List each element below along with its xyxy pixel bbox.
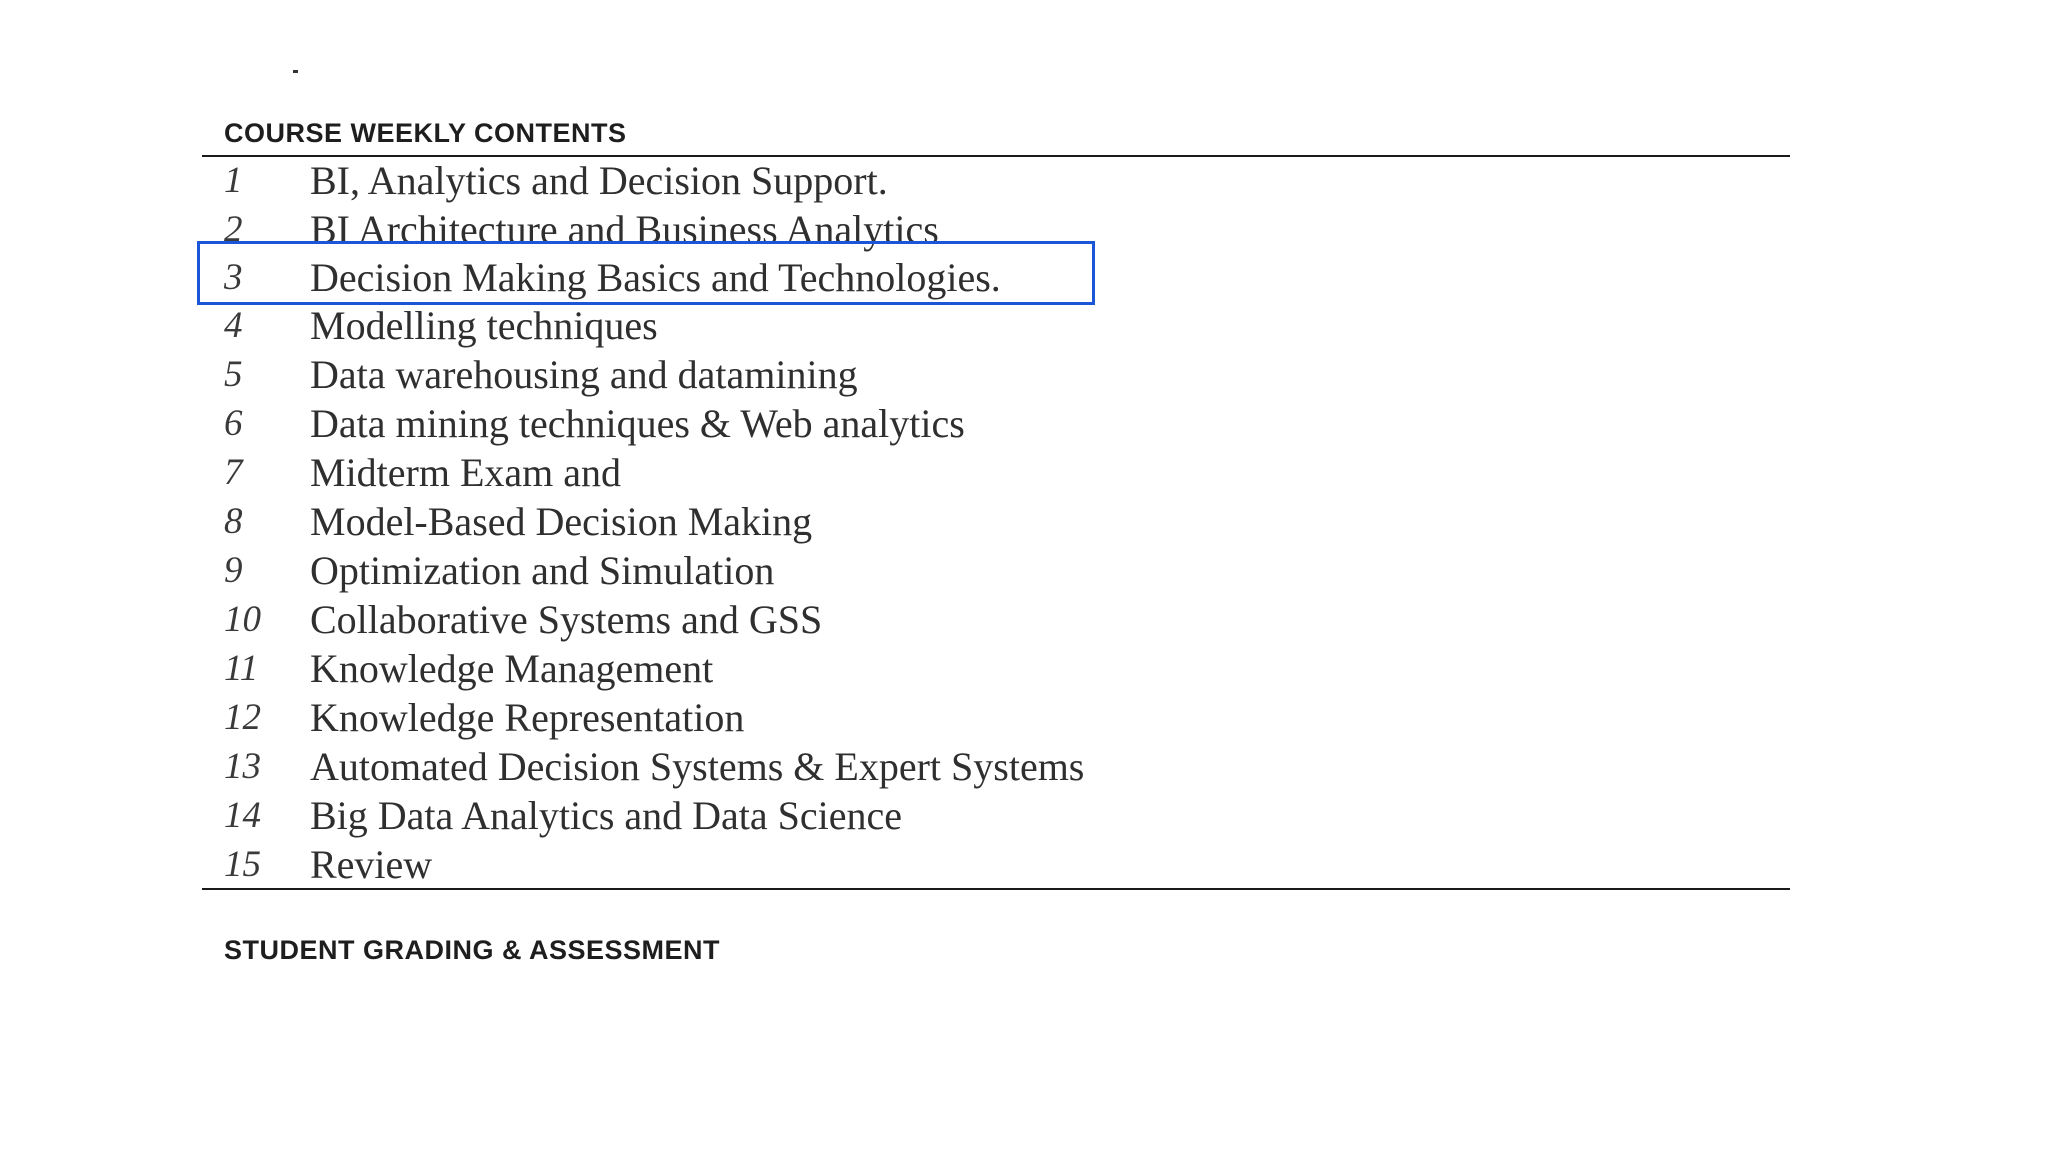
week-topic: Midterm Exam and bbox=[310, 450, 622, 495]
week-number: 1 bbox=[224, 160, 243, 201]
week-row-10 bbox=[202, 596, 1790, 645]
week-number: 13 bbox=[224, 746, 261, 787]
week-row-11 bbox=[202, 645, 1790, 694]
week-number: 14 bbox=[224, 795, 261, 836]
week-topic: Data mining techniques & Web analytics bbox=[310, 401, 965, 446]
week-topic: Model-Based Decision Making bbox=[310, 499, 813, 544]
week-row-6 bbox=[202, 400, 1790, 449]
stray-mark bbox=[293, 70, 298, 73]
next-section-heading-text: STUDENT GRADING & ASSESSMENT bbox=[224, 935, 721, 965]
week-row-13 bbox=[202, 743, 1790, 792]
week-row-7 bbox=[202, 449, 1790, 498]
next-section-heading bbox=[224, 935, 824, 965]
week-number: 8 bbox=[224, 501, 243, 542]
week-number: 4 bbox=[224, 305, 243, 346]
week-number: 9 bbox=[224, 550, 243, 591]
week-row-8 bbox=[202, 498, 1790, 547]
week-topic: Modelling techniques bbox=[310, 303, 658, 348]
week-topic: Knowledge Management bbox=[310, 646, 714, 691]
week-number: 3 bbox=[224, 257, 243, 298]
week-topic: BI Architecture and Business Analytics bbox=[310, 207, 939, 252]
week-row-2 bbox=[202, 206, 1790, 252]
week-row-3 bbox=[202, 238, 1790, 302]
week-topic: Optimization and Simulation bbox=[310, 548, 775, 593]
bottom-rule bbox=[202, 888, 1790, 890]
week-row-15 bbox=[202, 841, 1790, 890]
week-row-9 bbox=[202, 547, 1790, 596]
week-number: 2 bbox=[224, 209, 243, 250]
weekly-contents-list bbox=[202, 157, 1790, 890]
week-number: 6 bbox=[224, 403, 243, 444]
week-topic: Automated Decision Systems & Expert Systems bbox=[310, 744, 1085, 789]
week-number: 15 bbox=[224, 844, 261, 885]
week-topic: Decision Making Basics and Technologies. bbox=[310, 255, 1001, 300]
week-topic: Data warehousing and datamining bbox=[310, 352, 858, 397]
week-row-1 bbox=[202, 157, 1790, 206]
week-row-5 bbox=[202, 351, 1790, 400]
week-topic: Knowledge Representation bbox=[310, 695, 745, 740]
section-heading: COURSE WEEKLY CONTENTS bbox=[224, 118, 627, 148]
week-topic: Big Data Analytics and Data Science bbox=[310, 793, 903, 838]
week-row-4 bbox=[202, 302, 1790, 351]
week-number: 5 bbox=[224, 354, 243, 395]
week-number: 10 bbox=[224, 599, 261, 640]
week-row-12 bbox=[202, 694, 1790, 743]
week-topic: Collaborative Systems and GSS bbox=[310, 597, 823, 642]
week-number: 11 bbox=[224, 648, 259, 689]
week-topic: BI, Analytics and Decision Support. bbox=[310, 158, 888, 203]
week-topic: Review bbox=[310, 842, 433, 887]
week-number: 12 bbox=[224, 697, 261, 738]
week-number: 7 bbox=[224, 452, 243, 493]
week-row-14 bbox=[202, 792, 1790, 841]
